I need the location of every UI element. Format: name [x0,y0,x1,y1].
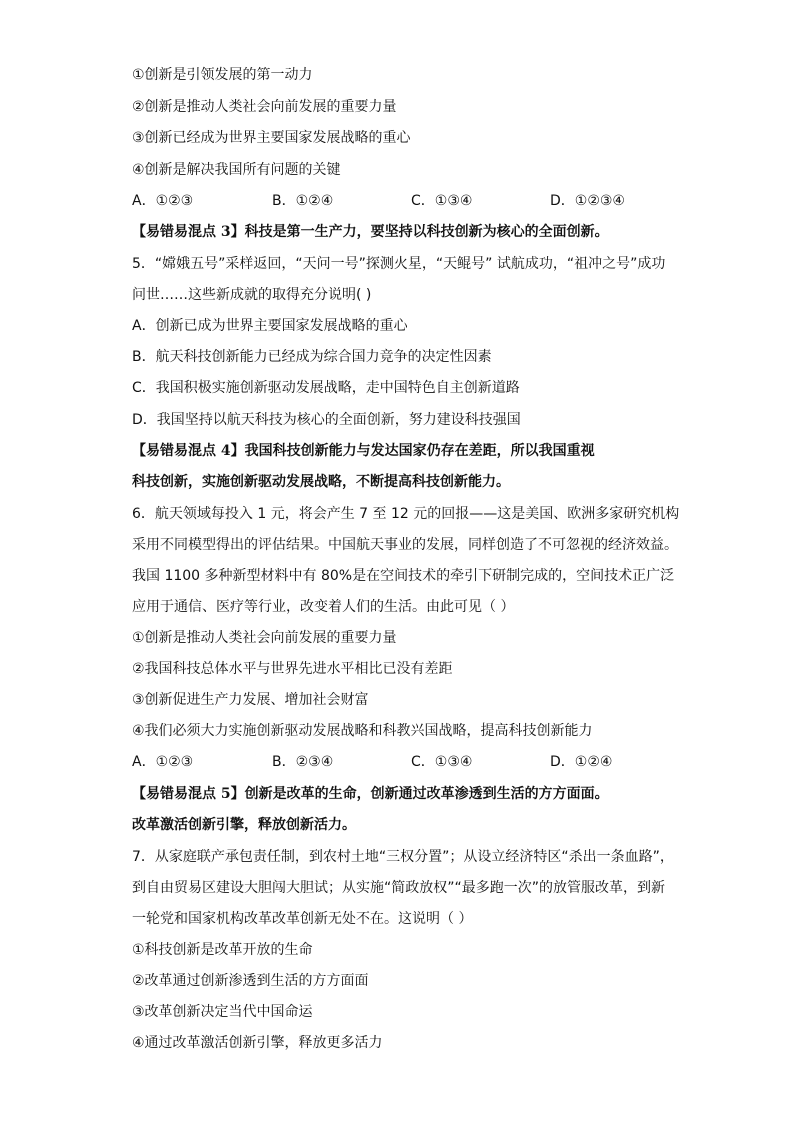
q6-stem-line-1: 6．航天领域每投入 1 元，将会产生 7 至 12 元的回报——这是美国、欧洲多家研究机构 [132,506,680,522]
q5-option-b: B．航天科技创新能力已经成为综合国力竞争的决定性因素 [132,349,492,365]
q6-option-a: A．①②③ [132,754,194,770]
q6-stem-line-3: 我国 1100 多种新型材料中有 80%是在空间技术的牵引下研制完成的，空间技术正广泛 [132,568,675,584]
q5-option-a: A．创新已成为世界主要国家发展战略的重心 [132,318,408,334]
option-c: C．①③④ [411,193,473,209]
option-b: B．①②④ [272,193,334,209]
q6-option-b: B．②③④ [272,754,334,770]
q6-option-c: C．①③④ [411,754,473,770]
q7-statement-2: ②改革通过创新渗透到生活的方方面面 [132,973,369,989]
q6-statement-2: ②我国科技总体水平与世界先进水平相比已没有差距 [132,661,453,677]
option-a: A．①②③ [132,193,194,209]
statement-4: ④创新是解决我国所有问题的关键 [132,162,341,178]
q6-stem-line-2: 采用不同模型得出的评估结果。中国航天事业的发展，同样创造了不可忽视的经济效益。 [132,537,678,553]
q5-option-d: D．我国坚持以航天科技为核心的全面创新，努力建设科技强国 [132,412,521,428]
q7-stem-line-3: 一轮党和国家机构改革改革创新无处不在。这说明（ ） [132,911,473,927]
q6-stem-line-4: 应用于通信、医疗等行业，改变着人们的生活。由此可见（ ） [132,599,515,615]
q7-statement-3: ③改革创新决定当代中国命运 [132,1004,313,1020]
option-d: D．①②③④ [550,193,625,209]
q6-statement-4: ④我们必须大力实施创新驱动发展战略和科教兴国战略，提高科技创新能力 [132,723,593,739]
error-point-4-line-1: 【易错易混点 4】我国科技创新能力与发达国家仍存在差距，所以我国重视 [132,443,595,459]
q5-option-c: C．我国积极实施创新驱动发展战略，走中国特色自主创新道路 [132,380,520,396]
error-point-3: 【易错易混点 3】科技是第一生产力，要坚持以科技创新为核心的全面创新。 [132,224,609,240]
error-point-5-line-1: 【易错易混点 5】创新是改革的生命，创新通过改革渗透到生活的方方面面。 [132,786,609,802]
q6-statement-3: ③创新促进生产力发展、增加社会财富 [132,692,369,708]
error-point-4-line-2: 科技创新，实施创新驱动发展战略，不断提高科技创新能力。 [132,474,510,490]
q6-statement-1: ①创新是推动人类社会向前发展的重要力量 [132,630,397,646]
statement-2: ②创新是推动人类社会向前发展的重要力量 [132,99,397,115]
q5-stem-line-1: 5．“嫦娥五号”采样返回，“天问一号”探测火星，“天鲲号” 试航成功，“祖冲之号”成功 [132,256,666,272]
q7-stem-line-1: 7．从家庭联产承包责任制，到农村土地“三权分置”；从设立经济特区“杀出一条血路”， [132,849,674,865]
q7-stem-line-2: 到自由贸易区建设大胆闯大胆试；从实施“简政放权”“最多跑一次”的放管服改革，到新 [132,880,666,896]
q5-stem-line-2: 问世……这些新成就的取得充分说明( ) [132,287,372,303]
q6-option-d: D．①②④ [550,754,613,770]
statement-1: ①创新是引领发展的第一动力 [132,67,313,83]
statement-3: ③创新已经成为世界主要国家发展战略的重心 [132,130,411,146]
error-point-5-line-2: 改革激活创新引擎，释放创新活力。 [132,817,356,833]
q7-statement-4: ④通过改革激活创新引擎，释放更多活力 [132,1035,383,1051]
q7-statement-1: ①科技创新是改革开放的生命 [132,942,313,958]
